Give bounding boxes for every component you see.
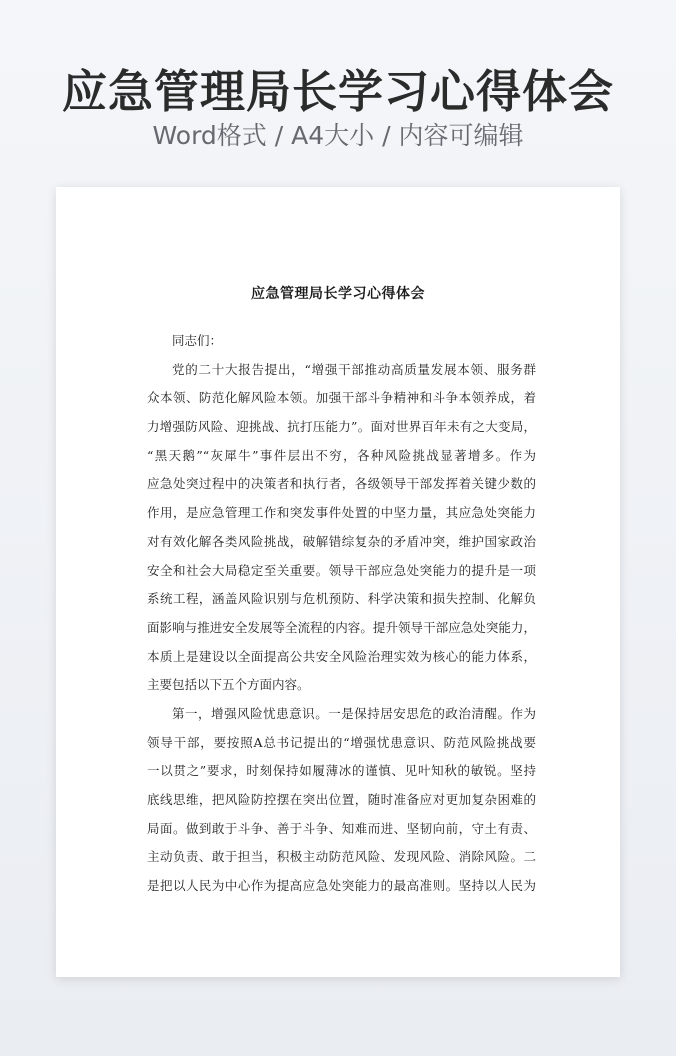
paragraph-line: 主要包括以下五个方面内容。 [147, 677, 310, 693]
paragraph-line: 应急处突过程中的决策者和执行者，各级领导干部发挥着关键少数的 [147, 476, 536, 492]
document-page [56, 187, 620, 977]
paragraph-line: 领导干部，要按照A总书记提出的“增强忧患意识、防范风险挑战要 [147, 734, 536, 750]
paragraph-line: 一以贯之”要求，时刻保持如履薄冰的谨慎、见叶知秋的敏锐。坚持 [147, 763, 536, 779]
document-body [147, 327, 536, 901]
salutation-line: 同志们： [172, 333, 223, 348]
paragraph-line: 是把以人民为中心作为提高应急处突能力的最高准则。坚持以人民为 [147, 878, 536, 894]
paragraph-line: 主动负责、敢于担当，积极主动防范风险、发现风险、消除风险。二 [147, 849, 536, 865]
paragraph-line: 系统工程，涵盖风险识别与危机预防、科学决策和损失控制、化解负 [147, 591, 536, 607]
paragraph-line: 安全和社会大局稳定至关重要。领导干部应急处突能力的提升是一项 [147, 562, 536, 578]
paragraph-line: 对有效化解各类风险挑战，破解错综复杂的矛盾冲突，维护国家政治 [147, 533, 536, 549]
paragraph-line: 作用，是应急管理工作和突发事件处置的中坚力量，其应急处突能力 [147, 505, 536, 521]
paragraph-line: 第一，增强风险忧患意识。一是保持居安思危的政治清醒。作为 [172, 705, 536, 721]
paragraph-line: 本质上是建设以全面提高公共安全风险治理实效为核心的能力体系， [147, 648, 536, 664]
paragraph-line: 面影响与推进安全发展等全流程的内容。提升领导干部应急处突能力， [147, 619, 536, 635]
paragraph-line: 党的二十大报告提出，“增强干部推动高质量发展本领、服务群 [172, 361, 536, 377]
paragraph-line: 底线思维，把风险防控摆在突出位置，随时准备应对更加复杂困难的 [147, 792, 536, 807]
banner-subtitle: Word格式 / A4大小 / 内容可编辑 [152, 121, 524, 150]
paragraph-line: 局面。做到敢于斗争、善于斗争、知难而进、坚韧向前，守土有责、 [147, 820, 536, 836]
paragraph-line: “黑天鹅”“灰犀牛”事件层出不穷，各种风险挑战显著增多。作为 [147, 447, 536, 463]
paragraph-line: 力增强防风险、迎挑战、抗打压能力”。面对世界百年未有之大变局， [147, 419, 536, 435]
paragraph-line: 众本领、防范化解风险本领。加强干部斗争精神和斗争本领养成，着 [147, 390, 536, 406]
document-title: 应急管理局长学习心得体会 [251, 286, 425, 302]
banner-title: 应急管理局长学习心得体会 [61, 65, 614, 118]
